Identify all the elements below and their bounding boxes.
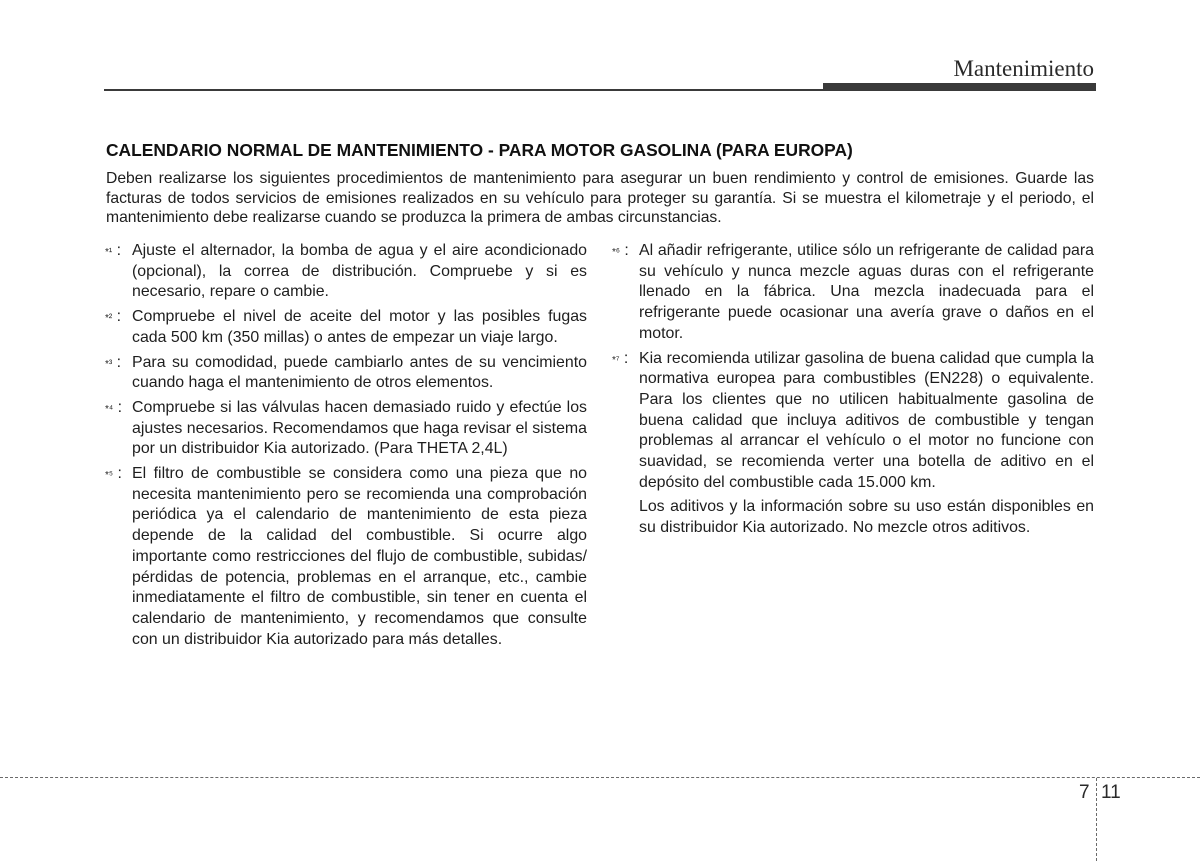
chapter-number: 7 — [1079, 782, 1090, 803]
footnote-marker: *⁵ : — [105, 465, 122, 483]
section-title: Mantenimiento — [953, 56, 1094, 81]
page-number: 11 — [1101, 782, 1121, 803]
footnote-7-additional: Los aditivos y la información sobre su uso están disponibles en su distribuidor Kia autorizado. No mezcle otros aditivos. — [639, 498, 1094, 537]
footnote-marker: *⁴ : — [105, 398, 123, 416]
footnote-text: El filtro de combustible se considera como una pieza que no necesita mantenimiento pero se recomienda una comprobación periódica ya el calendario de mantenimiento de esta pieza depende de la calidad del combustible. Si ocurre algo importante como restricciones del flujo de combustible, subidas/ pérdidas de potencia, problemas en el arranque, etc., cambie inmediatamente el filtro de combustible, sin tener en cuenta el calendario de mantenimiento, y recomendamos que consulte con un distribuidor Kia autorizado para más detalles. — [132, 465, 587, 648]
footnote-7 — [612, 349, 1094, 494]
footnote-text: Kia recomienda utilizar gasolina de buena calidad que cumpla la normativa europea para combustibles (EN228) o equivalente. Para los clientes que no utilicen habitualmente gasolina de buena calidad que incluya aditivos de combustible y tengan problemas al arrancar el vehículo o el motor no funcione con suavidad, se recomienda verter una botella de aditivo en el depósito del combustible cada 15.000 km. — [639, 349, 1094, 491]
footnote-text: Compruebe el nivel de aceite del motor y las posibles fugas cada 500 km (350 millas) o antes de empezar un viaje largo. — [132, 308, 587, 346]
footnote-1 — [105, 241, 587, 303]
page-heading: CALENDARIO NORMAL DE MANTENIMIENTO - PARA MOTOR GASOLINA (PARA EUROPA) — [106, 140, 853, 160]
footnote-marker: *¹ : — [105, 242, 122, 259]
footnote-text: Ajuste el alternador, la bomba de agua y el aire acondicionado (opcional), la correa de distribución. Compruebe y si es necesario, repare o cambie. — [132, 242, 587, 301]
right-column — [612, 241, 1094, 539]
footnote-text: Para su comodidad, puede cambiarlo antes de su vencimiento cuando haga el mantenimiento de otros elementos. — [132, 353, 587, 392]
footnote-marker: *³ : — [105, 353, 122, 371]
footnote-marker: *⁷ : — [612, 349, 629, 367]
footnote-5 — [105, 464, 587, 650]
footnote-text: Al añadir refrigerante, utilice sólo un refrigerante de calidad para su vehículo y nunca mezcle aguas duras con el refrigerante llenado en la fábrica. Una mezcla inadecuada para el refrigerante puede ocasionar una avería grave o daños en el motor. — [639, 242, 1094, 342]
header-rule-accent — [823, 83, 1096, 91]
footnote-text: Compruebe si las válvulas hacen demasiado ruido y efectúe los ajustes necesarios. Recomendamos que haga revisar el sistema por un distribuidor Kia autorizado. (Para THETA 2,4L) — [132, 398, 587, 458]
footnote-marker: *⁶ : — [612, 242, 629, 259]
footer-page-separator — [1096, 778, 1097, 861]
left-column — [105, 241, 587, 654]
footnote-4 — [105, 398, 587, 460]
intro-paragraph: Deben realizarse los siguientes procedimientos de mantenimiento para asegurar un buen rendimiento y control de emisiones. Guarde las facturas de todos servicios de emisiones realizados en su vehículo para proteger su garantía. Si se muestra el kilometraje y el periodo, el mantenimiento debe realizarse cuando se produzca la primera de ambas circunstancias. — [106, 170, 1094, 226]
footer-divider — [0, 777, 1200, 778]
footnote-marker: *² : — [105, 308, 122, 326]
footnote-3 — [105, 353, 587, 394]
footnote-6 — [612, 241, 1094, 345]
footnote-2 — [105, 307, 587, 348]
